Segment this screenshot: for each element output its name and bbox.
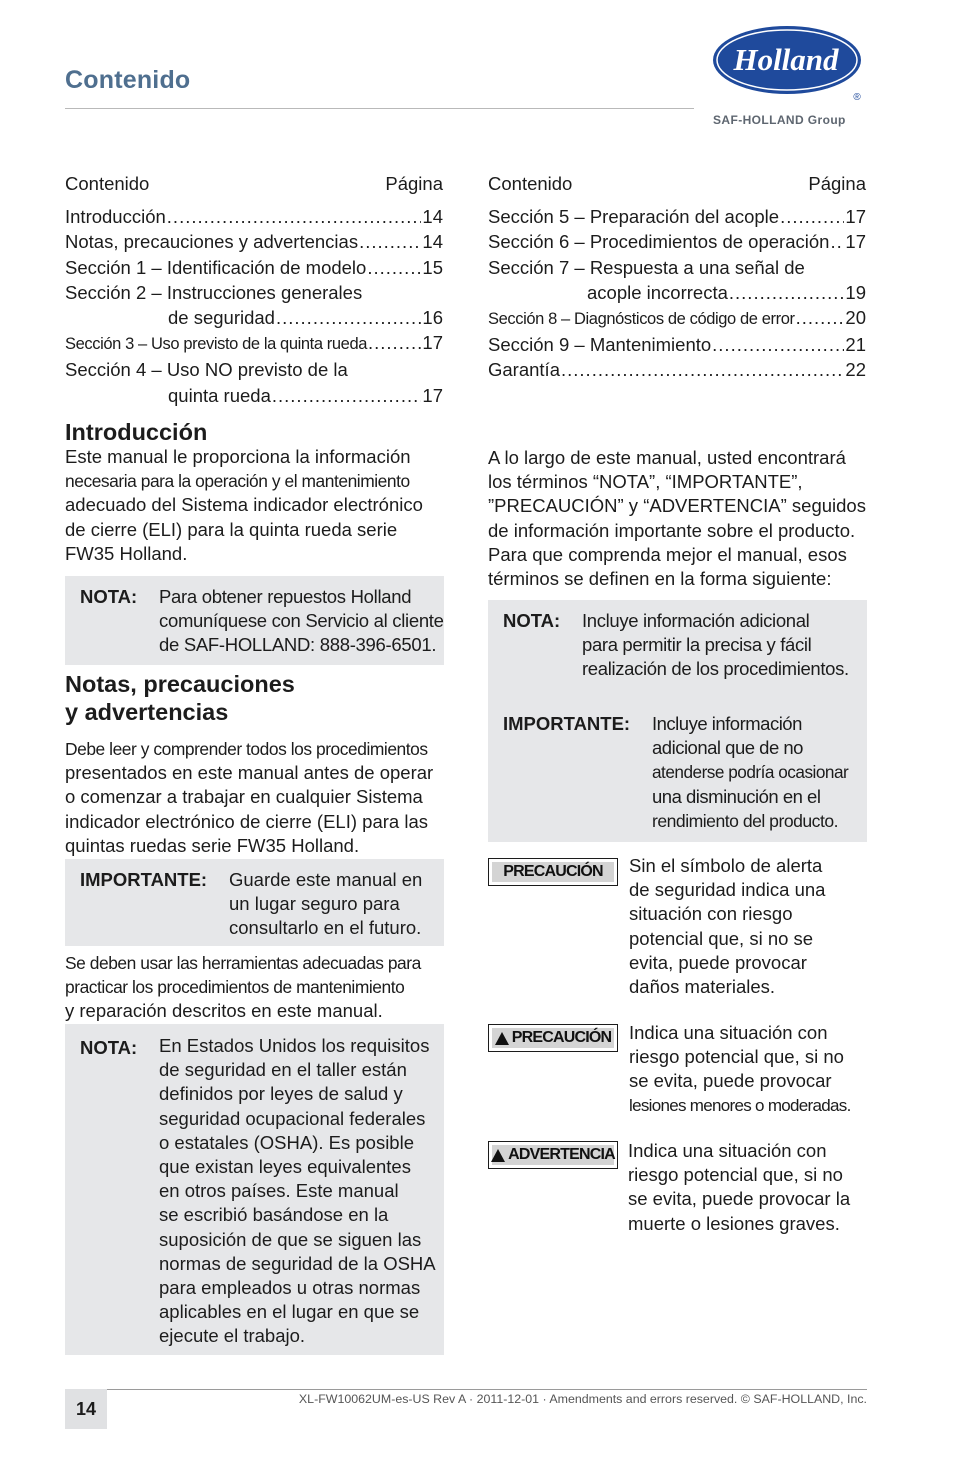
notes-paragraph [65,737,450,858]
nota-label: NOTA: [503,610,561,631]
toc-entry[interactable] [488,229,866,254]
note-line: de SAF-HOLLAND: 888-396-6501. [159,634,437,656]
toc-entry[interactable] [488,280,866,305]
precaucion-line: Sin el símbolo de alerta [629,855,823,876]
toc-leader [830,229,844,254]
intro-heading: Introducción [65,419,208,445]
toc-entry-text: Sección 8 – Diagnósticos de código de error [488,310,795,329]
precaucion-alert-badge-label: PRECAUCIÓN [511,1029,612,1046]
toc-entry-page: 19 [845,281,866,303]
toc-entry-page: 17 [845,231,866,253]
precaucion-line: evita, puede provocar [629,951,807,973]
toc-entry[interactable] [65,280,443,305]
registered-mark: ® [853,92,861,101]
note-label: NOTA: [80,1037,138,1058]
toc-entry[interactable] [65,229,443,254]
terms-line: términos se definen en la forma siguiente: [488,568,832,590]
precaucion-alert-badge [488,1024,618,1052]
intro-paragraph [65,445,450,566]
precaucion-alert-text [629,1021,874,1118]
toc-leader [729,280,845,305]
notes-line: Debe leer y comprender todos los procedimientos [65,739,428,759]
toc-entry-text: Sección 5 – Preparación del acople [488,206,780,228]
toc-entry[interactable] [488,332,866,357]
toc-leader [367,255,421,280]
toc-entry[interactable] [65,383,443,408]
note-text [159,1034,444,1349]
note-text [159,585,444,658]
notes-line: presentados en este manual antes de operar [65,762,434,784]
advertencia-line: muerte o lesiones graves. [628,1212,840,1234]
page-title: Contenido [65,66,191,94]
toc-entry-page: 20 [845,307,866,329]
advertencia-badge [488,1141,618,1169]
advertencia-text [628,1139,868,1236]
toc-entry-text: Sección 4 – Uso NO previsto de la [65,359,348,381]
note-line: o estatales (OSHA). Es posible [159,1131,414,1153]
note-line: comuníquese con Servicio al cliente [159,610,444,632]
toc-entry-text: de seguridad [168,307,275,329]
toc-col-page: Página [808,173,866,194]
terms-line: ”PRECAUCIÓN” y “ADVERTENCIA” seguidos [488,495,866,517]
toc-leader [780,204,844,229]
toc-leader [276,305,421,330]
importante-line: Incluye información [652,713,802,734]
intro-line: Este manual le proporciona la información [65,446,411,467]
toc-entry-page: 17 [422,332,443,354]
toc-leader [359,229,421,254]
toc-entry[interactable] [488,305,866,332]
toc-entry-page: 17 [422,384,443,406]
notes-line: o comenzar a trabajar en cualquier Sistema [65,786,423,808]
logo-wordmark: Holland [733,42,839,77]
alert-triangle-icon [491,1149,505,1162]
toc-left [65,171,443,408]
toc-col-content: Contenido [65,173,150,194]
footer-divider [65,1389,867,1390]
toc-entry-page: 14 [422,206,443,228]
toc-entry-page: 16 [422,307,443,329]
precaucion-line: de seguridad indica una [629,879,826,901]
intro-line: de cierre (ELI) para la quinta rueda serie [65,518,398,540]
toc-leader [368,330,421,355]
footer-text: XL-FW10062UM-es-US Rev A · 2011-12-01 · Amendments and errors reserved. © SAF-HOLLAND, Inc. [298,1392,867,1406]
precaucion-alert-line: se evita, puede provocar [629,1070,832,1092]
note-box-parts [65,576,444,665]
precaucion-text [629,854,869,999]
toc-entry-text: Sección 1 – Identificación de modelo [65,256,367,278]
notes-heading-line: y advertencias [65,699,229,725]
important-line: Guarde este manual en [229,869,423,890]
toc-entry-text: Sección 7 – Respuesta a una señal de [488,256,805,278]
intro-line: necesaria para la operación y el mantenimiento [65,471,410,492]
note-line: suposición de que se siguen las [159,1228,422,1250]
precaucion-badge [488,858,618,886]
toc-entry[interactable] [65,204,443,229]
note-line: Para obtener repuestos Holland [159,586,412,607]
terms-line: Para que comprenda mejor el manual, esos [488,543,847,565]
important-line: un lugar seguro para [229,893,400,915]
toc-entry-text: Sección 9 – Mantenimiento [488,334,712,356]
toc-leader [796,305,845,330]
note-box-osha [65,1024,444,1355]
header-divider [65,108,694,109]
holland-logo [712,25,868,101]
note-line: de seguridad en el taller están [159,1059,407,1081]
toc-col-page: Página [385,173,443,194]
toc-entry[interactable] [65,357,443,382]
precaucion-line: situación con riesgo [629,903,793,925]
toc-header [488,171,866,196]
importante-line: atenderse podría ocasionar [652,762,849,783]
toc-leader [167,204,422,229]
tools-line: Se deben usar las herramientas adecuadas para [65,953,421,973]
advertencia-line: Indica una situación con [628,1140,827,1161]
toc-entry-text: quinta rueda [168,384,271,406]
precaucion-badge-label: PRECAUCIÓN [503,863,603,880]
terms-line: A lo largo de este manual, usted encontrará [488,447,846,468]
nota-line: realización de los procedimientos. [582,658,849,680]
toc-entry-text: Sección 2 – Instrucciones generales [65,281,363,303]
intro-line: adecuado del Sistema indicador electrónico [65,494,423,516]
note-line: seguridad ocupacional federales [159,1107,426,1129]
note-line: en otros países. Este manual [159,1180,399,1202]
notes-line: quintas ruedas serie FW35 Holland. [65,834,360,856]
important-line: consultarlo en el futuro. [229,917,422,939]
toc-entry-text: Sección 3 – Uso previsto de la quinta rueda [65,335,367,354]
note-line: que existan leyes equivalentes [159,1156,411,1178]
toc-entry[interactable] [488,357,866,382]
note-line: para empleados u otras normas [159,1277,421,1299]
toc-entry[interactable] [65,255,443,280]
toc-right [488,171,866,383]
note-label: NOTA: [80,586,138,607]
toc-entry[interactable] [65,330,443,357]
terms-line: de información importante sobre el producto. [488,519,856,541]
logo-group-text: SAF-HOLLAND Group [713,113,846,127]
important-box-manual [65,859,444,946]
toc-header [65,171,443,196]
advertencia-line: se evita, puede provocar la [628,1188,851,1210]
nota-line: para permitir la precisa y fácil [582,634,812,656]
toc-leader [561,357,844,382]
note-line: normas de seguridad de la OSHA [159,1252,436,1274]
precaucion-alert-line: Indica una situación con [629,1022,828,1043]
tools-line: practicar los procedimientos de mantenimiento [65,977,405,998]
toc-entry-page: 17 [845,206,866,228]
importante-line: adicional que de no [652,737,803,759]
tools-line: y reparación descritos en este manual. [65,1000,383,1022]
terms-line: los términos “NOTA”, “IMPORTANTE”, [488,471,803,493]
nota-text [582,609,867,682]
toc-entry[interactable] [488,204,866,229]
definitions-box [488,600,867,842]
toc-leader [712,332,844,357]
toc-entry-text: Garantía [488,359,560,381]
notes-heading [65,670,295,726]
toc-entry-text: Sección 6 – Procedimientos de operación [488,231,830,253]
alert-triangle-icon [495,1032,509,1045]
toc-col-content: Contenido [488,173,573,194]
toc-entry-page: 14 [422,231,443,253]
precaucion-line: potencial que, si no se [629,927,814,949]
nota-line: Incluye información adicional [582,610,810,631]
toc-entry-page: 22 [845,359,866,381]
importante-label: IMPORTANTE: [503,713,631,734]
note-line: se escribió basándose en la [159,1204,389,1226]
note-line: En Estados Unidos los requisitos [159,1035,430,1056]
toc-entry-text: acople incorrecta [587,281,728,303]
toc-entry-text: Notas, precauciones y advertencias [65,231,359,253]
importante-line: rendimiento del producto. [652,810,839,831]
notes-heading-line: Notas, precauciones [65,671,295,697]
toc-entry-page: 21 [845,334,866,356]
toc-entry[interactable] [488,255,866,280]
note-line: aplicables en el lugar en que se [159,1301,420,1323]
important-text [229,868,441,941]
advertencia-badge-label: ADVERTENCIA [508,1146,615,1163]
terms-paragraph [488,446,873,591]
toc-entry[interactable] [65,305,443,330]
importante-line: una disminución en el [652,785,821,807]
advertencia-line: riesgo potencial que, si no [628,1164,843,1186]
precaucion-line: daños materiales. [629,976,776,998]
precaucion-alert-line: lesiones menores o moderadas. [629,1095,851,1115]
tools-paragraph [65,951,450,1024]
toc-leader [272,383,422,408]
importante-text [652,712,867,833]
toc-entry-text: Introducción [65,206,166,228]
important-label: IMPORTANTE: [80,869,208,890]
note-line: definidos por leyes de salud y [159,1083,403,1105]
page-number: 14 [65,1389,107,1429]
note-line: ejecute el trabajo. [159,1325,306,1347]
toc-entry-page: 15 [422,256,443,278]
notes-line: indicador electrónico de cierre (ELI) para las [65,810,428,832]
precaucion-alert-line: riesgo potencial que, si no [629,1046,844,1068]
intro-line: FW35 Holland. [65,542,188,564]
